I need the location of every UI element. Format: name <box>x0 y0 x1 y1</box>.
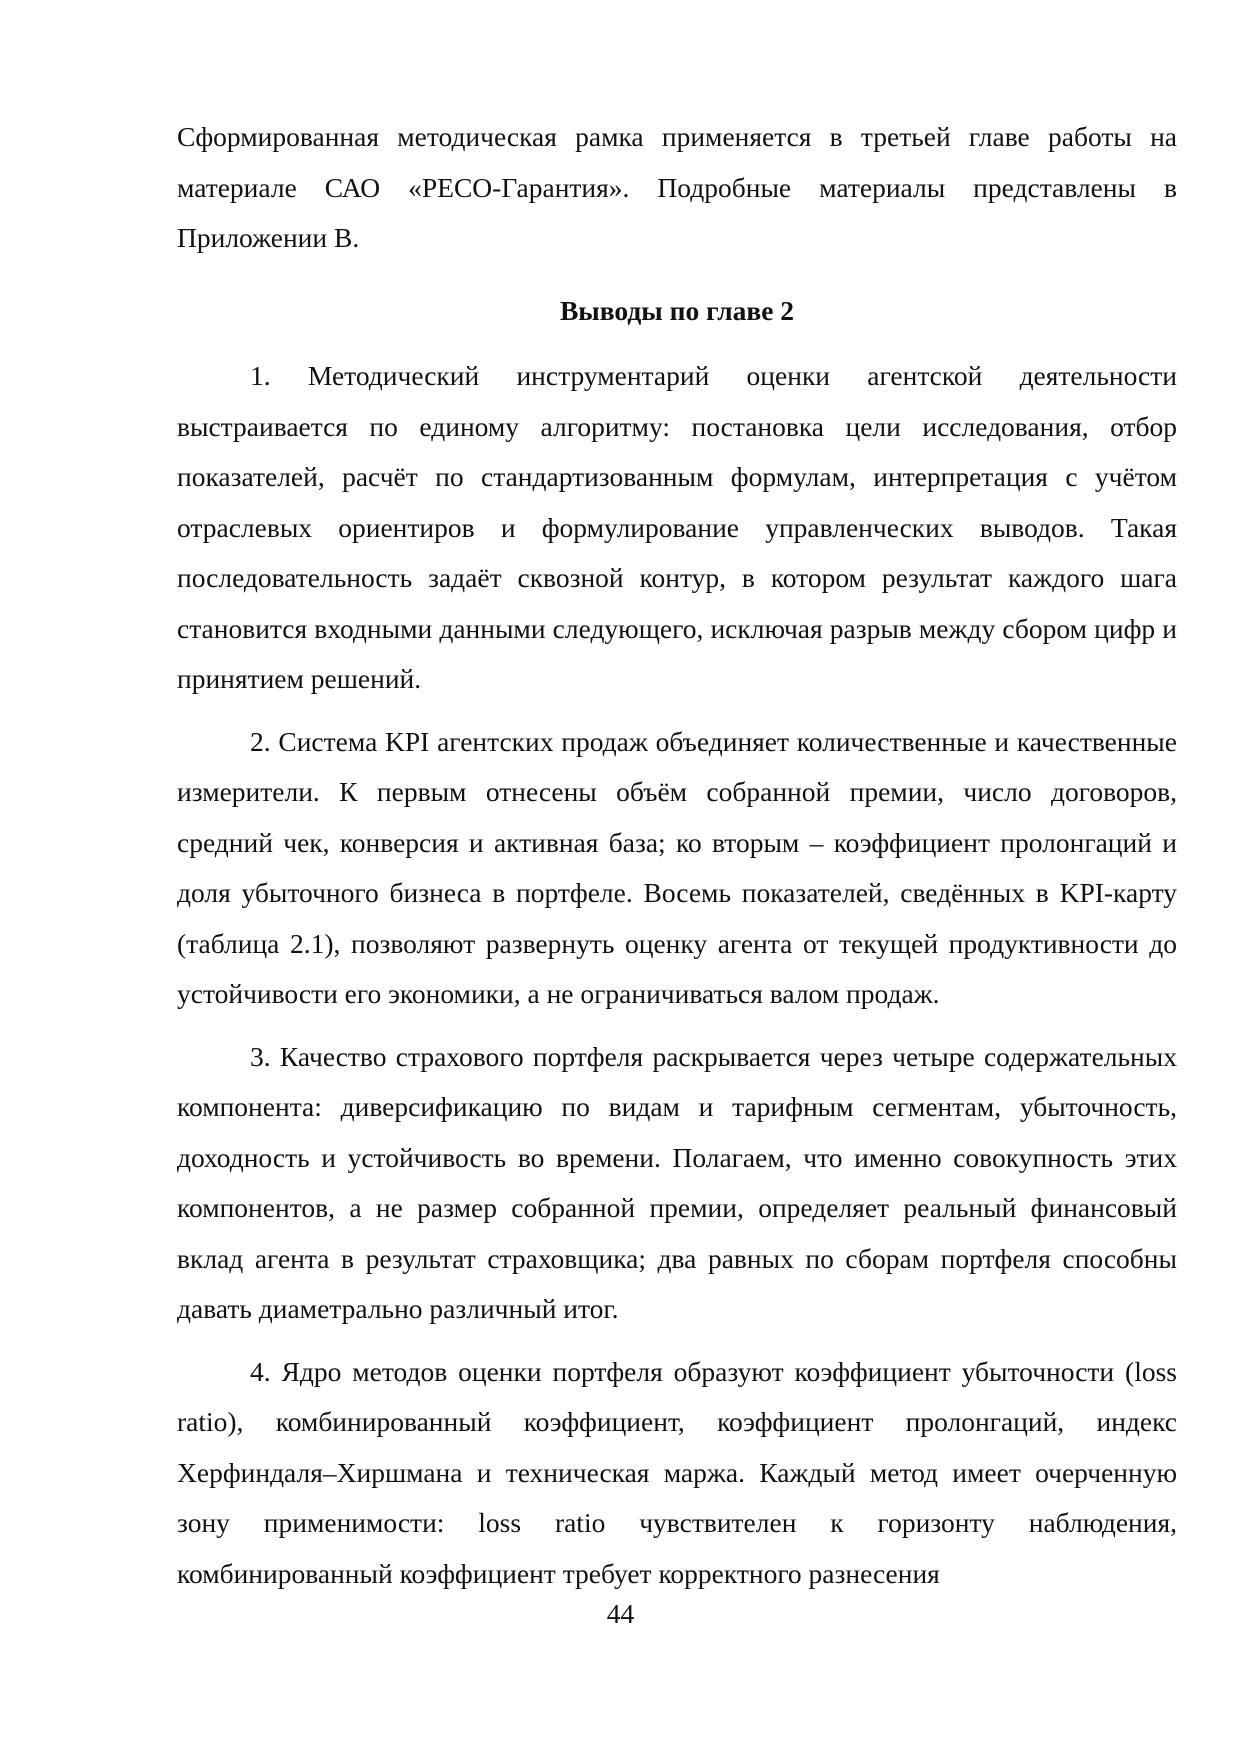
conclusion-item-1: 1. Методический инструментарий оценки агентской деятельности выстраивается по единому алгоритму: постановка цели исследования, отбор показателей, расчёт по стандартизованным формулам, интерпретация с учётом отраслевых ориентиров и формулирование управленческих выводов. Такая последовательность задаёт сквозной контур, в котором результат каждого шага становится входными данными следующего, исключая разрыв между сбором цифр и принятием решений. <box>177 360 1177 694</box>
conclusion-item-2: 2. Система KPI агентских продаж объединяет количественные и качественные измерители. К первым отнесены объём собранной премии, число договоров, средний чек, конверсия и активная база; ко вторым – коэффициент пролонгаций и доля убыточного бизнеса в портфеле. Восемь показателей, сведённых в KPI-карту (таблица 2.1), позволяют развернуть оценку агента от текущей продуктивности до устойчивости его экономики, а не ограничиваться валом продаж. <box>177 725 1177 1009</box>
intro-paragraph-block <box>177 112 1177 264</box>
page-number: 44 <box>606 1598 635 1629</box>
conclusion-item-4: 4. Ядро методов оценки портфеля образуют коэффициент убыточности (loss ratio), комбинированный коэффициент, коэффициент пролонгаций, индекс Херфиндаля–Хиршмана и техническая маржа. Каждый метод имеет очерченную зону применимости: loss ratio чувствителен к горизонту наблюдения, комбинированный коэффициент требует корректного разнесения <box>177 1355 1177 1589</box>
conclusions-list <box>177 351 1177 1611</box>
conclusion-item-3: 3. Качество страхового портфеля раскрывается через четыре содержательных компонента: диверсификацию по видам и тарифным сегментам, убыточность, доходность и устойчивость во времени. Полагаем, что именно совокупность этих компонентов, а не размер собранной премии, определяет реальный финансовый вклад агента в результат страховщика; два равных по сборам портфеля способны давать диаметрально различный итог. <box>177 1040 1177 1324</box>
intro-paragraph: Сформированная методическая рамка применяется в третьей главе работы на материале САО «РЕСО-Гарантия». Подробные материалы представлены в Приложении В. <box>177 121 1177 253</box>
chapter-conclusions-heading: Выводы по главе 2 <box>559 295 795 326</box>
